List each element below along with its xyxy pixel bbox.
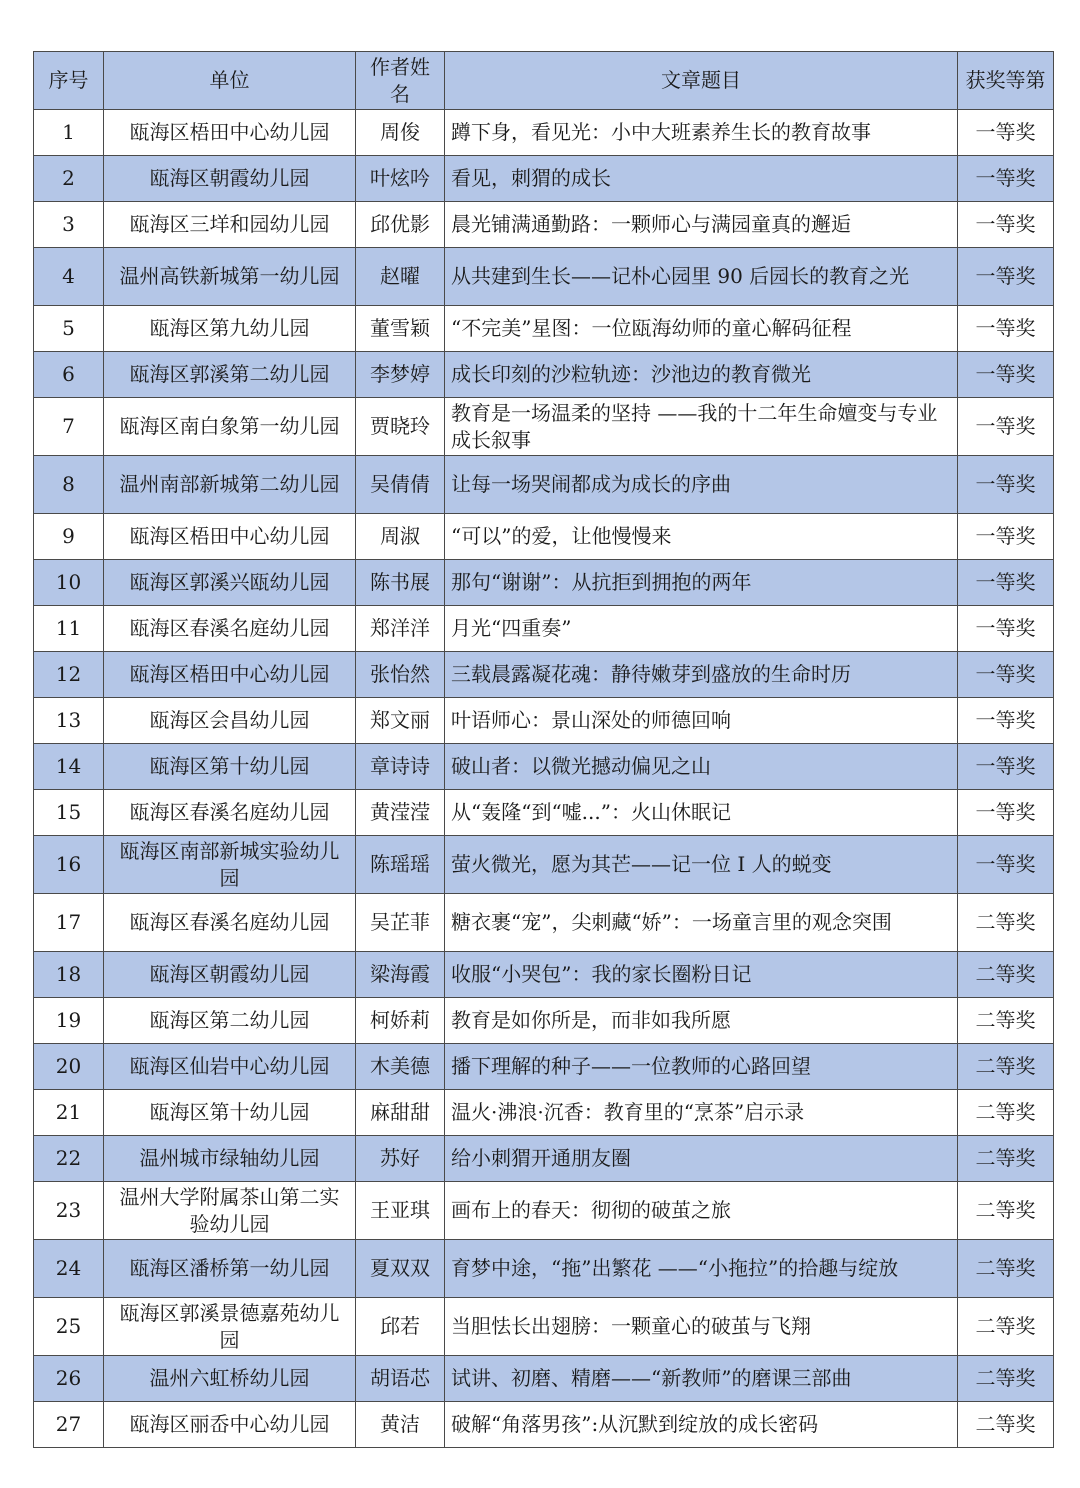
cell-author: 木美德 [356, 1044, 445, 1090]
cell-award-level: 一等奖 [958, 836, 1054, 894]
cell-serial-number: 25 [34, 1298, 104, 1356]
cell-unit: 温州南部新城第二幼儿园 [104, 456, 356, 514]
cell-unit: 温州高铁新城第一幼儿园 [104, 248, 356, 306]
cell-unit: 瓯海区春溪名庭幼儿园 [104, 790, 356, 836]
cell-award-level: 二等奖 [958, 952, 1054, 998]
cell-award-level: 二等奖 [958, 1136, 1054, 1182]
cell-article-title: 月光“四重奏” [445, 606, 958, 652]
cell-award-level: 一等奖 [958, 514, 1054, 560]
header-award-level: 获奖等第 [958, 52, 1054, 110]
cell-award-level: 一等奖 [958, 790, 1054, 836]
cell-author: 邱优影 [356, 202, 445, 248]
table-row [34, 1136, 1054, 1182]
cell-author: 王亚琪 [356, 1182, 445, 1240]
table-row [34, 248, 1054, 306]
table-row [34, 560, 1054, 606]
cell-serial-number: 17 [34, 894, 104, 952]
table-row [34, 652, 1054, 698]
table-row [34, 156, 1054, 202]
cell-unit: 瓯海区梧田中心幼儿园 [104, 514, 356, 560]
cell-award-level: 一等奖 [958, 744, 1054, 790]
cell-author: 郑洋洋 [356, 606, 445, 652]
cell-award-level: 一等奖 [958, 156, 1054, 202]
cell-unit: 瓯海区郭溪景德嘉苑幼儿园 [104, 1298, 356, 1356]
cell-author: 黄滢滢 [356, 790, 445, 836]
cell-article-title: 收服“小哭包”：我的家长圈粉日记 [445, 952, 958, 998]
cell-serial-number: 18 [34, 952, 104, 998]
cell-serial-number: 6 [34, 352, 104, 398]
table-row [34, 1044, 1054, 1090]
cell-award-level: 二等奖 [958, 1240, 1054, 1298]
header-author: 作者姓名 [356, 52, 445, 110]
cell-author: 陈书展 [356, 560, 445, 606]
cell-unit: 温州城市绿轴幼儿园 [104, 1136, 356, 1182]
cell-unit: 瓯海区南部新城实验幼儿园 [104, 836, 356, 894]
cell-unit: 瓯海区春溪名庭幼儿园 [104, 894, 356, 952]
table-body [34, 110, 1054, 1448]
cell-serial-number: 9 [34, 514, 104, 560]
cell-serial-number: 23 [34, 1182, 104, 1240]
cell-article-title: 温火·沸浪·沉香：教育里的“烹茶”启示录 [445, 1090, 958, 1136]
cell-unit: 瓯海区三垟和园幼儿园 [104, 202, 356, 248]
cell-award-level: 二等奖 [958, 894, 1054, 952]
cell-author: 邱若 [356, 1298, 445, 1356]
cell-author: 陈瑶瑶 [356, 836, 445, 894]
cell-article-title: “可以”的爱，让他慢慢来 [445, 514, 958, 560]
cell-award-level: 一等奖 [958, 698, 1054, 744]
cell-unit: 瓯海区郭溪第二幼儿园 [104, 352, 356, 398]
cell-author: 麻甜甜 [356, 1090, 445, 1136]
cell-article-title: 教育是如你所是，而非如我所愿 [445, 998, 958, 1044]
header-row [34, 52, 1054, 110]
cell-serial-number: 1 [34, 110, 104, 156]
table-row [34, 606, 1054, 652]
cell-author: 贾晓玲 [356, 398, 445, 456]
cell-serial-number: 12 [34, 652, 104, 698]
cell-serial-number: 15 [34, 790, 104, 836]
cell-unit: 瓯海区南白象第一幼儿园 [104, 398, 356, 456]
cell-author: 吴倩倩 [356, 456, 445, 514]
cell-article-title: 那句“谢谢”：从抗拒到拥抱的两年 [445, 560, 958, 606]
cell-author: 苏好 [356, 1136, 445, 1182]
cell-award-level: 二等奖 [958, 1356, 1054, 1402]
cell-award-level: 二等奖 [958, 1090, 1054, 1136]
cell-unit: 瓯海区仙岩中心幼儿园 [104, 1044, 356, 1090]
cell-serial-number: 21 [34, 1090, 104, 1136]
cell-author: 梁海霞 [356, 952, 445, 998]
cell-article-title: 教育是一场温柔的坚持 ——我的十二年生命嬗变与专业成长叙事 [445, 398, 958, 456]
table-row [34, 202, 1054, 248]
table-row [34, 1240, 1054, 1298]
cell-article-title: 育梦中途，“拖”出繁花 ——“小拖拉”的拾趣与绽放 [445, 1240, 958, 1298]
cell-article-title: 破山者：以微光撼动偏见之山 [445, 744, 958, 790]
cell-unit: 瓯海区丽岙中心幼儿园 [104, 1402, 356, 1448]
cell-serial-number: 22 [34, 1136, 104, 1182]
cell-author: 李梦婷 [356, 352, 445, 398]
cell-serial-number: 20 [34, 1044, 104, 1090]
table-row [34, 1182, 1054, 1240]
cell-award-level: 一等奖 [958, 560, 1054, 606]
cell-award-level: 二等奖 [958, 1402, 1054, 1448]
cell-article-title: 播下理解的种子——一位教师的心路回望 [445, 1044, 958, 1090]
cell-article-title: 破解“角落男孩”:从沉默到绽放的成长密码 [445, 1402, 958, 1448]
cell-author: 黄洁 [356, 1402, 445, 1448]
cell-article-title: 三载晨露凝花魂：静待嫩芽到盛放的生命时历 [445, 652, 958, 698]
cell-author: 周俊 [356, 110, 445, 156]
cell-award-level: 二等奖 [958, 1182, 1054, 1240]
cell-award-level: 一等奖 [958, 606, 1054, 652]
cell-serial-number: 4 [34, 248, 104, 306]
cell-author: 胡语芯 [356, 1356, 445, 1402]
cell-article-title: 从共建到生长——记朴心园里 90 后园长的教育之光 [445, 248, 958, 306]
cell-serial-number: 27 [34, 1402, 104, 1448]
cell-article-title: 晨光铺满通勤路：一颗师心与满园童真的邂逅 [445, 202, 958, 248]
cell-serial-number: 2 [34, 156, 104, 202]
header-article-title: 文章题目 [445, 52, 958, 110]
table-header [34, 52, 1054, 110]
header-unit: 单位 [104, 52, 356, 110]
table-row [34, 790, 1054, 836]
cell-serial-number: 10 [34, 560, 104, 606]
cell-unit: 温州六虹桥幼儿园 [104, 1356, 356, 1402]
table-row [34, 398, 1054, 456]
cell-award-level: 二等奖 [958, 998, 1054, 1044]
cell-serial-number: 5 [34, 306, 104, 352]
cell-serial-number: 3 [34, 202, 104, 248]
cell-award-level: 一等奖 [958, 110, 1054, 156]
cell-serial-number: 19 [34, 998, 104, 1044]
table-row [34, 894, 1054, 952]
table-row [34, 998, 1054, 1044]
cell-award-level: 一等奖 [958, 352, 1054, 398]
cell-serial-number: 7 [34, 398, 104, 456]
cell-serial-number: 26 [34, 1356, 104, 1402]
cell-article-title: 糖衣裹“宠”，尖刺藏“娇”：一场童言里的观念突围 [445, 894, 958, 952]
cell-article-title: 成长印刻的沙粒轨迹：沙池边的教育微光 [445, 352, 958, 398]
cell-unit: 温州大学附属茶山第二实验幼儿园 [104, 1182, 356, 1240]
cell-article-title: 叶语师心：景山深处的师德回响 [445, 698, 958, 744]
cell-unit: 瓯海区春溪名庭幼儿园 [104, 606, 356, 652]
cell-author: 叶炫吟 [356, 156, 445, 202]
table-row [34, 110, 1054, 156]
table-row [34, 456, 1054, 514]
cell-serial-number: 11 [34, 606, 104, 652]
table-row [34, 698, 1054, 744]
cell-unit: 瓯海区第十幼儿园 [104, 1090, 356, 1136]
cell-author: 夏双双 [356, 1240, 445, 1298]
cell-unit: 瓯海区第二幼儿园 [104, 998, 356, 1044]
cell-serial-number: 8 [34, 456, 104, 514]
table-row [34, 1090, 1054, 1136]
cell-author: 张怡然 [356, 652, 445, 698]
cell-unit: 瓯海区郭溪兴瓯幼儿园 [104, 560, 356, 606]
table-row [34, 952, 1054, 998]
cell-unit: 瓯海区会昌幼儿园 [104, 698, 356, 744]
header-serial-number: 序号 [34, 52, 104, 110]
cell-serial-number: 13 [34, 698, 104, 744]
cell-author: 章诗诗 [356, 744, 445, 790]
cell-serial-number: 16 [34, 836, 104, 894]
cell-article-title: 试讲、初磨、精磨——“新教师”的磨课三部曲 [445, 1356, 958, 1402]
table-row [34, 1298, 1054, 1356]
cell-unit: 瓯海区梧田中心幼儿园 [104, 110, 356, 156]
cell-award-level: 一等奖 [958, 652, 1054, 698]
cell-article-title: 蹲下身，看见光：小中大班素养生长的教育故事 [445, 110, 958, 156]
cell-award-level: 二等奖 [958, 1298, 1054, 1356]
table-row [34, 1402, 1054, 1448]
table-row [34, 1356, 1054, 1402]
cell-serial-number: 24 [34, 1240, 104, 1298]
table-row [34, 352, 1054, 398]
table-row [34, 514, 1054, 560]
cell-unit: 瓯海区朝霞幼儿园 [104, 156, 356, 202]
cell-article-title: “不完美”星图：一位瓯海幼师的童心解码征程 [445, 306, 958, 352]
cell-article-title: 从“轰隆“到“嘘...”：火山休眠记 [445, 790, 958, 836]
cell-article-title: 画布上的春天：彻彻的破茧之旅 [445, 1182, 958, 1240]
cell-article-title: 当胆怯长出翅膀：一颗童心的破茧与飞翔 [445, 1298, 958, 1356]
cell-unit: 瓯海区第九幼儿园 [104, 306, 356, 352]
cell-serial-number: 14 [34, 744, 104, 790]
cell-unit: 瓯海区第十幼儿园 [104, 744, 356, 790]
cell-award-level: 一等奖 [958, 398, 1054, 456]
cell-award-level: 一等奖 [958, 202, 1054, 248]
cell-award-level: 二等奖 [958, 1044, 1054, 1090]
cell-unit: 瓯海区潘桥第一幼儿园 [104, 1240, 356, 1298]
cell-author: 赵曜 [356, 248, 445, 306]
cell-unit: 瓯海区朝霞幼儿园 [104, 952, 356, 998]
cell-author: 柯娇莉 [356, 998, 445, 1044]
cell-author: 郑文丽 [356, 698, 445, 744]
table-row [34, 836, 1054, 894]
awards-table [33, 51, 1054, 1448]
cell-article-title: 让每一场哭闹都成为成长的序曲 [445, 456, 958, 514]
cell-author: 吴芷菲 [356, 894, 445, 952]
cell-award-level: 一等奖 [958, 306, 1054, 352]
cell-article-title: 看见，刺猬的成长 [445, 156, 958, 202]
cell-award-level: 一等奖 [958, 456, 1054, 514]
cell-unit: 瓯海区梧田中心幼儿园 [104, 652, 356, 698]
table-row [34, 744, 1054, 790]
cell-author: 周淑 [356, 514, 445, 560]
cell-author: 董雪颖 [356, 306, 445, 352]
cell-award-level: 一等奖 [958, 248, 1054, 306]
cell-article-title: 萤火微光，愿为其芒——记一位 I 人的蜕变 [445, 836, 958, 894]
cell-article-title: 给小刺猬开通朋友圈 [445, 1136, 958, 1182]
table-row [34, 306, 1054, 352]
